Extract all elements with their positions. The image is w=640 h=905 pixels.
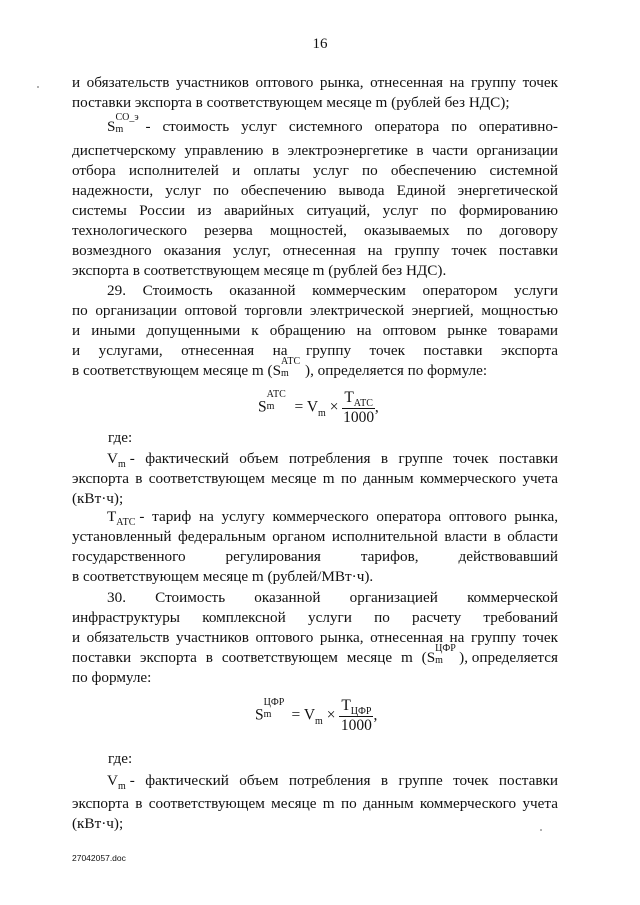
superscript: СО_э xyxy=(115,112,139,123)
text-span: ), определяется xyxy=(459,649,558,666)
text-span: ), определяется по формуле: xyxy=(305,362,488,379)
text-line: и иными допущенными к обращению на оптовом рынке товарами xyxy=(72,322,558,339)
text-line: надежности, услуг по обеспечению вывода Единой энергетической xyxy=(72,182,558,199)
text-line: 29. Стоимость оказанной коммерческим оператором услуги xyxy=(107,282,558,299)
text-span: поставки экспорта в соответствующем месяце m (S xyxy=(72,649,436,666)
formula-text: = V xyxy=(290,398,319,416)
text-span: в соответствующем месяце m (S xyxy=(72,362,282,379)
text-line: инфраструктуры комплексной услуги по расчету требований xyxy=(72,609,558,626)
text-line: - тариф на услугу коммерческого оператора оптового рынка, xyxy=(139,508,558,525)
subscript: АТС xyxy=(116,517,136,528)
subscript: m xyxy=(117,781,126,792)
text-line: - фактический объем потребления в группе точек поставки xyxy=(129,450,558,467)
subscript: ЦФР xyxy=(350,706,372,717)
text-line: - стоимость услуг системного оператора по оперативно- xyxy=(145,118,558,135)
subscript: m xyxy=(435,655,443,666)
text-line: поставки экспорта в соответствующем месяце m (рублей без НДС); xyxy=(72,94,510,111)
superscript: ЦФР xyxy=(263,696,285,708)
subscript: m xyxy=(263,708,272,720)
text-line: диспетчерскому управлению в электроэнергетике в части организации xyxy=(72,142,558,159)
symbol-indices xyxy=(266,388,291,412)
text-line: и услугами, отнесенная на группу точек поставки экспорта xyxy=(72,342,558,359)
subscript: m xyxy=(115,124,124,135)
text-line: экспорта в соответствующем месяце m (рублей без НДС). xyxy=(72,262,447,279)
numerator xyxy=(342,389,375,409)
text-line xyxy=(72,356,558,381)
text-line: технологического резерва мощностей, оказываемых по договору xyxy=(72,222,558,239)
subscript: m xyxy=(318,407,326,419)
text-line: (кВт·ч); xyxy=(72,815,124,832)
label-gde: где: xyxy=(108,429,133,446)
symbol-indices xyxy=(115,112,139,135)
text-line: установленный федеральным органом исполнительной власти в области xyxy=(72,528,558,545)
formula-text: = V xyxy=(287,706,316,724)
subscript: АТС xyxy=(353,398,373,409)
fraction xyxy=(339,697,373,735)
numerator xyxy=(339,697,373,717)
formula-text: T xyxy=(341,697,351,714)
text-line: системы России из аварийных ситуаций, услуг по формированию xyxy=(72,202,558,219)
superscript: ЦФР xyxy=(435,643,456,654)
definition-line xyxy=(107,771,558,793)
definition-line xyxy=(107,112,558,137)
label-gde: где: xyxy=(108,750,133,767)
definition-line xyxy=(107,449,558,471)
text-line xyxy=(72,643,558,668)
text-line: возмездного оказания услуг, отнесенная на группу точек поставки xyxy=(72,242,558,259)
denominator: 1000 xyxy=(340,717,372,734)
text-line: в соответствующем месяце m (рублей/МВт·ч). xyxy=(72,568,374,585)
text-line: - фактический объем потребления в группе точек поставки xyxy=(129,772,558,789)
text-line: государственного регулирования тарифов, действовавший xyxy=(72,548,558,565)
symbol: V xyxy=(107,450,118,467)
symbol: S xyxy=(255,706,264,724)
text-line: (кВт·ч); xyxy=(72,490,124,507)
symbol: S xyxy=(107,118,116,135)
scan-speck xyxy=(540,829,542,831)
formula-text: , xyxy=(373,706,378,724)
symbol-indices xyxy=(435,643,459,666)
subscript: m xyxy=(266,400,275,412)
document-filename: 27042057.doc xyxy=(72,853,126,863)
subscript: m xyxy=(281,368,289,379)
text-line: и обязательств участников оптового рынка, отнесенная на группу точек xyxy=(72,74,558,91)
formula-text: × xyxy=(325,398,343,416)
formula-text: , xyxy=(374,398,379,416)
text-line: отбора исполнителей и оплаты услуг по обеспечению системной xyxy=(72,162,558,179)
denominator: 1000 xyxy=(343,409,375,426)
formula-text: T xyxy=(344,389,354,406)
text-line: по организации оптовой торговли электрической энергией, мощностью xyxy=(72,302,558,319)
symbol-indices xyxy=(281,356,305,379)
text-line: 30. Стоимость оказанной организацией коммерческой xyxy=(107,589,558,606)
formula-text: × xyxy=(322,706,340,724)
text-line: экспорта в соответствующем месяце m по данным коммерческого учета xyxy=(72,470,558,487)
scan-speck xyxy=(37,86,39,88)
text-line: по формуле: xyxy=(72,669,152,686)
text-line: и обязательств участников оптового рынка, отнесенная на группу точек xyxy=(72,629,558,646)
superscript: АТС xyxy=(266,388,286,400)
superscript: АТС xyxy=(281,356,301,367)
subscript: m xyxy=(315,715,323,727)
fraction xyxy=(342,389,375,427)
symbol: T xyxy=(107,508,117,525)
formula-atc xyxy=(258,389,379,427)
formula-cfr xyxy=(255,697,377,735)
symbol: V xyxy=(107,772,118,789)
definition-line xyxy=(107,507,558,529)
symbol-indices xyxy=(263,696,288,720)
text-line: экспорта в соответствующем месяце m по данным коммерческого учета xyxy=(72,795,558,812)
page-number: 16 xyxy=(312,36,328,52)
subscript: m xyxy=(117,459,126,470)
symbol: S xyxy=(258,398,267,416)
